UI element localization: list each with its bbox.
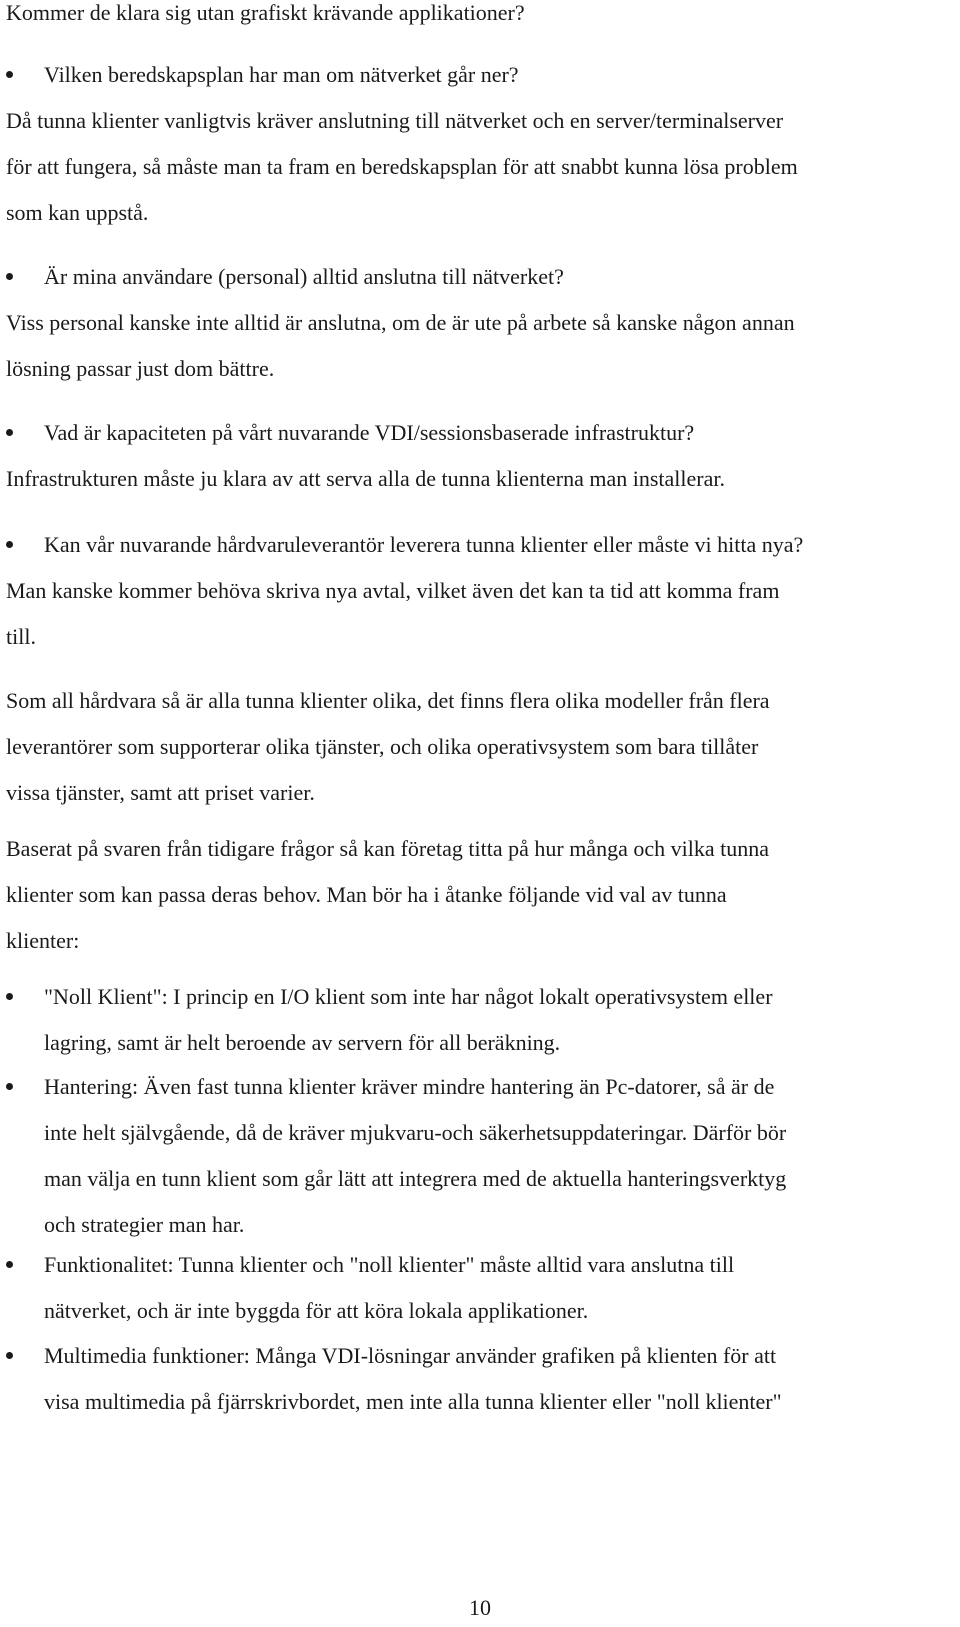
list-item (6, 974, 956, 1066)
text-line: vissa tjänster, samt att priset varier. (6, 780, 315, 805)
text-line: Som all hårdvara så är alla tunna klienter olika, det finns flera olika modeller från flera (6, 688, 770, 713)
body-paragraph (6, 678, 770, 816)
body-paragraph (6, 826, 769, 964)
text-line: och strategier man har. (44, 1212, 245, 1237)
question-item (6, 254, 956, 300)
bullet-icon (6, 52, 44, 98)
text-line: leverantörer som supporterar olika tjänster, och olika operativsystem som bara tillåter (6, 734, 759, 759)
text-line: Man kanske kommer behöva skriva nya avtal, vilket även det kan ta tid att komma fram (6, 578, 780, 603)
list-item (6, 1242, 956, 1334)
text-line: nätverket, och är inte byggda för att köra lokala applikationer. (44, 1298, 589, 1323)
answer-paragraph (6, 300, 795, 392)
text-line: visa multimedia på fjärrskrivbordet, men inte alla tunna klienter eller "noll klienter" (44, 1389, 782, 1414)
text-line: Funktionalitet: Tunna klienter och "noll klienter" måste alltid vara anslutna till (44, 1252, 735, 1277)
text-line: Kommer de klara sig utan grafiskt krävande applikationer? (6, 0, 525, 25)
text-line: Infrastrukturen måste ju klara av att serva alla de tunna klienterna man installerar. (6, 466, 725, 491)
text-line: Då tunna klienter vanligtvis kräver anslutning till nätverket och en server/terminalserver (6, 108, 784, 133)
question-item (6, 52, 956, 98)
text-line: till. (6, 624, 36, 649)
bullet-icon (6, 1333, 44, 1379)
bullet-icon (6, 522, 44, 568)
text-line: lagring, samt är helt beroende av servern för all beräkning. (44, 1030, 561, 1055)
text-line: Viss personal kanske inte alltid är anslutna, om de är ute på arbete så kanske någon annan (6, 310, 795, 335)
text-line: Multimedia funktioner: Många VDI-lösningar använder grafiken på klienten för att (44, 1343, 777, 1368)
text-line: som kan uppstå. (6, 200, 149, 225)
text-line: man välja en tunn klient som går lätt att integrera med de aktuella hanteringsverktyg (44, 1166, 787, 1191)
bullet-icon (6, 254, 44, 300)
question-text: Är mina användare (personal) alltid anslutna till nätverket? (44, 264, 564, 289)
list-item (6, 1064, 956, 1248)
question-text: Vad är kapaciteten på vårt nuvarande VDI/sessionsbaserade infrastruktur? (44, 420, 695, 445)
text-line: lösning passar just dom bättre. (6, 356, 275, 381)
list-item (6, 1333, 956, 1425)
text-line: inte helt självgående, då de kräver mjukvaru-och säkerhetsuppdateringar. Därför bör (44, 1120, 787, 1145)
bullet-icon (6, 1064, 44, 1110)
text-line: för att fungera, så måste man ta fram en beredskapsplan för att snabbt kunna lösa problem (6, 154, 798, 179)
question-item (6, 410, 956, 456)
bullet-icon (6, 1242, 44, 1288)
answer-paragraph (6, 456, 725, 502)
bullet-icon (6, 974, 44, 1020)
question-text: Vilken beredskapsplan har man om nätverket går ner? (44, 62, 519, 87)
text-line: "Noll Klient": I princip en I/O klient som inte har något lokalt operativsystem eller (44, 984, 773, 1009)
text-line: Hantering: Även fast tunna klienter kräver mindre hantering än Pc-datorer, så är de (44, 1074, 775, 1099)
text-line: klienter som kan passa deras behov. Man bör ha i åtanke följande vid val av tunna (6, 882, 727, 907)
question-text: Kan vår nuvarande hårdvaruleverantör leverera tunna klienter eller måste vi hitta nya? (44, 532, 804, 557)
text-line: klienter: (6, 928, 80, 953)
answer-paragraph (6, 568, 779, 660)
text-line: Baserat på svaren från tidigare frågor så kan företag titta på hur många och vilka tunna (6, 836, 769, 861)
answer-paragraph (6, 98, 798, 236)
question-item (6, 522, 956, 568)
bullet-icon (6, 410, 44, 456)
page-number: 10 (469, 1595, 491, 1620)
